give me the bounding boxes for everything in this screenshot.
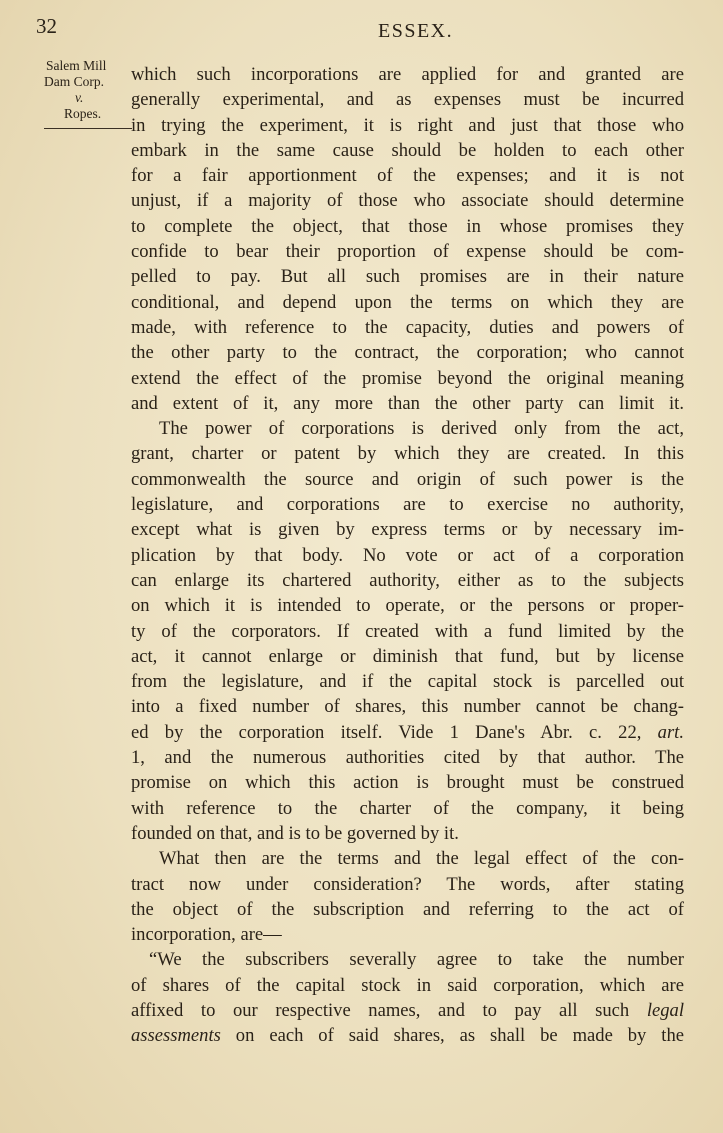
text-line: founded on that, and is to be governed by it. [131, 822, 459, 844]
text-segment: on each of said shares, as shall be made by the [220, 1025, 684, 1047]
text-line: in trying the experiment, it is right and just that those who [131, 114, 684, 136]
text-line: on which it is intended to operate, or the persons or proper- [131, 595, 684, 617]
text-line: made, with reference to the capacity, duties and powers of [131, 316, 684, 338]
running-head: ESSEX. [378, 20, 454, 42]
text-line: 1, and the numerous authorities cited by that author. The [131, 747, 684, 769]
text-line: the object of the subscription and referring to the act of [131, 898, 684, 920]
text-line: for a fair apportionment of the expenses; and it is not [131, 165, 684, 187]
case-label-line: v. [75, 90, 84, 105]
italic-text: legal [646, 999, 684, 1021]
text-line: except what is given by express terms or by necessary im- [131, 519, 684, 541]
text-line [131, 998, 684, 1023]
page-number: 32 [36, 14, 57, 38]
text-line: “We the subscribers severally agree to take the number [149, 949, 684, 971]
case-margin-label [42, 58, 132, 122]
text-line: with reference to the charter of the company, it being [131, 797, 684, 819]
text-line [131, 720, 684, 745]
text-segment: affixed to our respective names, and to pay all such [131, 999, 647, 1021]
case-label-line: Dam Corp. [44, 74, 104, 89]
text-line: The power of corporations is derived only from the act, [159, 418, 684, 440]
text-line: promise on which this action is brought must be construed [131, 772, 684, 794]
text-line: of shares of the capital stock in said corporation, which are [131, 974, 684, 996]
text-line: from the legislature, and if the capital stock is parcelled out [131, 671, 684, 693]
text-line: confide to bear their proportion of expense should be com- [131, 241, 684, 263]
text-line: What then are the terms and the legal effect of the con- [159, 848, 684, 870]
text-line: the other party to the contract, the corporation; who cannot [131, 342, 684, 364]
text-line: plication by that body. No vote or act of a corporation [131, 544, 684, 566]
text-line: can enlarge its chartered authority, either as to the subjects [131, 569, 684, 591]
text-line: grant, charter or patent by which they are created. In this [131, 443, 684, 465]
italic-text: assessments [131, 1025, 221, 1047]
text-line: act, it cannot enlarge or diminish that fund, but by license [131, 645, 684, 667]
text-line: and extent of it, any more than the other party can limit it. [131, 392, 684, 414]
text-line: generally experimental, and as expenses must be incurred [131, 89, 684, 111]
text-line: commonwealth the source and origin of such power is the [131, 468, 684, 490]
case-label-rule [44, 128, 132, 129]
text-line: which such incorporations are applied for and granted are [131, 64, 684, 85]
text-line [131, 1023, 684, 1048]
text-line: into a fixed number of shares, this number cannot be chang- [131, 696, 684, 718]
case-label-line: Salem Mill [46, 58, 107, 73]
text-line: extend the effect of the promise beyond the original meaning [131, 367, 684, 389]
text-line: conditional, and depend upon the terms on which they are [131, 291, 684, 313]
text-line: incorporation, are— [131, 924, 282, 946]
text-line: to complete the object, that those in whose promises they [131, 215, 684, 237]
text-line: tract now under consideration? The words, after stating [131, 873, 684, 895]
italic-text: art. [657, 721, 684, 743]
text-segment: ed by the corporation itself. Vide 1 Dane's Abr. c. 22, [131, 721, 658, 743]
text-line: embark in the same cause should be holden to each other [131, 139, 684, 161]
text-line: pelled to pay. But all such promises are in their nature [131, 266, 684, 288]
body-text [131, 62, 684, 1049]
case-label-line: Ropes. [64, 106, 102, 121]
text-line: legislature, and corporations are to exercise no authority, [131, 494, 684, 516]
text-line: unjust, if a majority of those who associate should determine [131, 190, 684, 212]
text-line: ty of the corporators. If created with a fund limited by the [131, 620, 684, 642]
